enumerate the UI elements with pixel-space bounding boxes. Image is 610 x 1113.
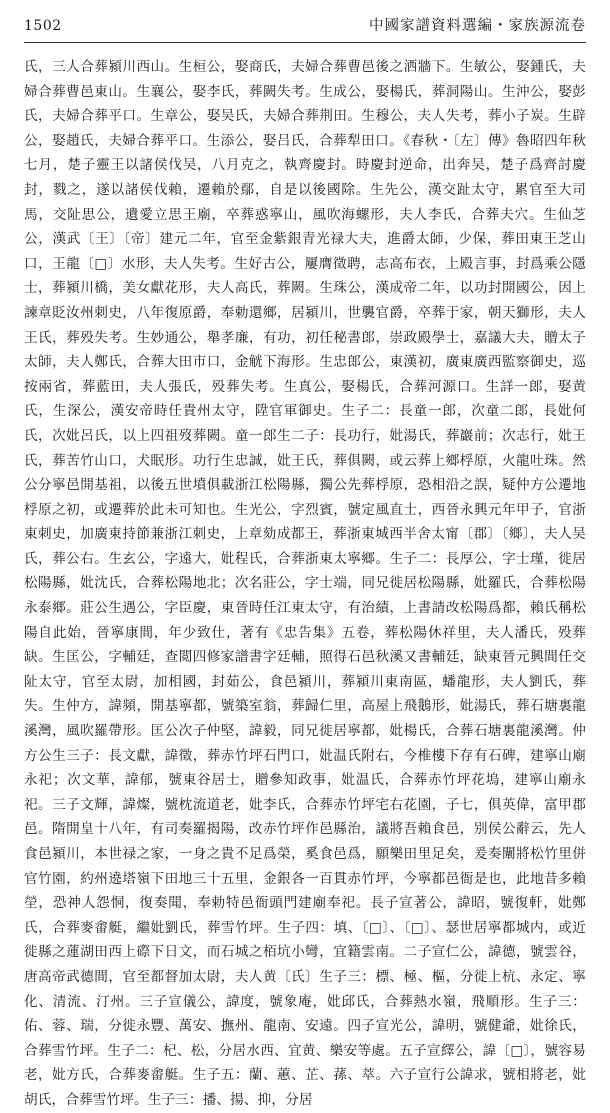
page-number: 1502 <box>24 18 62 34</box>
running-title: 中國家譜資料選編・家族源流卷 <box>369 18 586 34</box>
body-paragraph: 氏，三人合葬潁川西山。生桓公，娶商氏，夫婦合葬曹邑後之洒牆下。生敏公，娶鍾氏，夫婦合葬曹邑東山。生襄公，娶李氏，葬闕失考。生成公，娶楊氏，葬洞陽山。生沖公，娶彭氏，夫婦合葬平口。生章公，娶吴氏，夫婦合葬荆田。生穆公，夫人失考，葬小子炭。生辟公，娶趙氏，夫婦合葬平口。生添公，娶吕氏，合葬犁田口。《春秋・〔左〕傳》魯昭四年秋七月，楚子靈王以諸侯伐吴，八月克之，執齊慶封。時慶封逆命，出奔吴，楚子爲齊討慶封，戮之，遂以諸侯伐賴，遷賴於鄢，自是以後國除。生先公，漢交趾太守，累官至大司馬，交阯思公，遺愛立思王廟，卒葬惑寧山，風吹海螺形，夫人李氏，合葬夫穴。生仙芝公，漢武〔王〕〔帝〕建元二年，官至金紫銀青光禄大夫，進爵太師，少保，葬田東王芝山口，王龍〔□〕水形，夫人失考。生好古公，屢膺徵聘，志高布衣，上殿言事，封爲乘公隱士，葬潁川橋，美女獻花形，夫人高氏，葬闕。生珠公，漢成帝二年，以功封開國公，因上諫章貶汝州刺史，八年復原爵，奉勅還鄉，居潁川，世襲官爵，卒葬于家，朝天獅形，夫人王氏，葬殁失考。生妙通公，舉孝廉，有功，初任秘書郎，崇政殿學士，嘉議大夫，贈太子太師，夫人鄭氏，合葬大田市口，金觥下海形。生忠郎公，東漢初，廣東廣西監察御史，巡按兩省，葬藍田，夫人張氏，殁葬失考。生真公，娶楊氏，合葬河源口。生詳一郎，娶黄氏，生深公，漢安帝時任貴州太守，陞官軍御史。生子二：長童一郎，次童二郎，長妣何氏，次妣呂氏，以上四祖歿葬闕。童一郎生二子：長功行，妣湯氏，葬巖前；次志行，妣王氏，葬苦竹山口，犬眠形。功行生忠誠，妣王氏，葬俱闕，或云葬上鄉桴原，火龍吐珠。然公分寧邑開基祖，以後五世墳俱載浙江松陽縣，獨公先葬桴原，恐相沿之誤，疑仲方公遷地桴原之初，或遷葬於此未可知也。生光公，字烈賓，號定風直士，西晉永興元年甲子，官浙東刺史，加廣東持節兼浙江刺史，上章劾成都王，葬浙東城西半舍太甯〔郡〕〔鄉〕，夫人吴氏，葬公右。生玄公，字遠大，妣程氏，合葬浙東太寧鄉。生子二：長厚公，字士瑾，徙居松陽縣，妣沈氏，合葬松陽地北；次名莊公，字士端，同兄徙居松陽縣，妣羅氏，合葬松陽永泰鄉。莊公生遇公，字臣慶，東晉時任江東太守，有治績，上書請改松陽爲都，賴氏稱松陽自此始，晉寧康間，年少致仕，著有《忠告集》五卷，葬松陽休祥里，夫人潘氏，殁葬缺。生匡公，字輔廷，查閲四修家譜書字廷輔，照得石邑秋溪又書輔廷，缺東晉元興間任交阯太守，官至太尉，加相國，封茹公，食邑潁川，葬潁川東南區，蟠龍形，夫人劉氏，葬失。生仲方，諱頻，開基寧都，號築室翁，葬歸仁里，高屋上飛鵝形，妣湯氏，葬石塘裏龍溪灣，風吹羅帶形。匡公次子仲堅，諱毅，同兄徙居寧都，妣楊氏，合葬石塘裏龍溪灣。仲方公生三子：長文獻，諱徵，葬赤竹坪石門口，妣温氏附右，今椎樓下存有石碑，建寧山廟永祀；次文華，諱郁，號東谷居士，贈參知政事，妣温氏，合葬赤竹坪花塢，建寧山廟永祀。三子文輝，諱燦，號枕流道老，妣李氏，合葬赤竹坪宅右花園，子七，俱英偉，富甲郡邑。隋開皇十八年，有司奏羅揭陽，改赤竹坪作邑縣治，議將吾賴食邑，别侯公辭云，先人食邑潁川，本世禄之家，一身之貴不足爲榮，奚食邑爲，願樂田里足矣，爰奏闡將松竹里併官竹園，約州遶塔嶺下田地三十五里，金銀各一百貫赤竹坪，今寧都邑衙是也，此地昔多賴塋，恐神人怨恫，復奏聞，奉勅特邑衙頭門建廟奉祀。長子宣著公，諱昭，號復軒，妣鄭氏，合葬麥畬艇，繼妣劉氏，葬雪竹坪。生子四：填、〔□〕、〔□〕、瑟世居寧都城内，或近徙縣之蓮湖田西上磜下日文，而石城之栢坑小彎，宜籍雲南。二子宣仁公，諱德，號雲谷，唐高帝武德間，官至都督加太尉，夫人黄〔氏〕生子三：標、極、樞，分徙上杭、永定、寧化、清流、汀州。三子宣儀公，諱度，號象庵，妣邱氏，合葬熱水嶺，飛順形。生子三：佑、蓉、瑞，分徙永豐、萬安、撫州、龍南、安遠。四子宣光公，諱明，號健爺，妣徐氏，合葬雪竹坪。生子二：杞、松，分居水西、宜黄、樂安等處。五子宣繹公，諱〔□〕，號容易老，妣方氏，合葬麥畬艇。生子五：蘭、蕙、芷、蓀、萃。六子宣行公諱求，號相將老，妣胡氏，合葬雪竹坪。生子三：播、揚、抑，分居 <box>24 59 586 1108</box>
page-header <box>24 14 586 36</box>
header-rule <box>24 42 586 43</box>
body-text <box>24 55 586 1108</box>
